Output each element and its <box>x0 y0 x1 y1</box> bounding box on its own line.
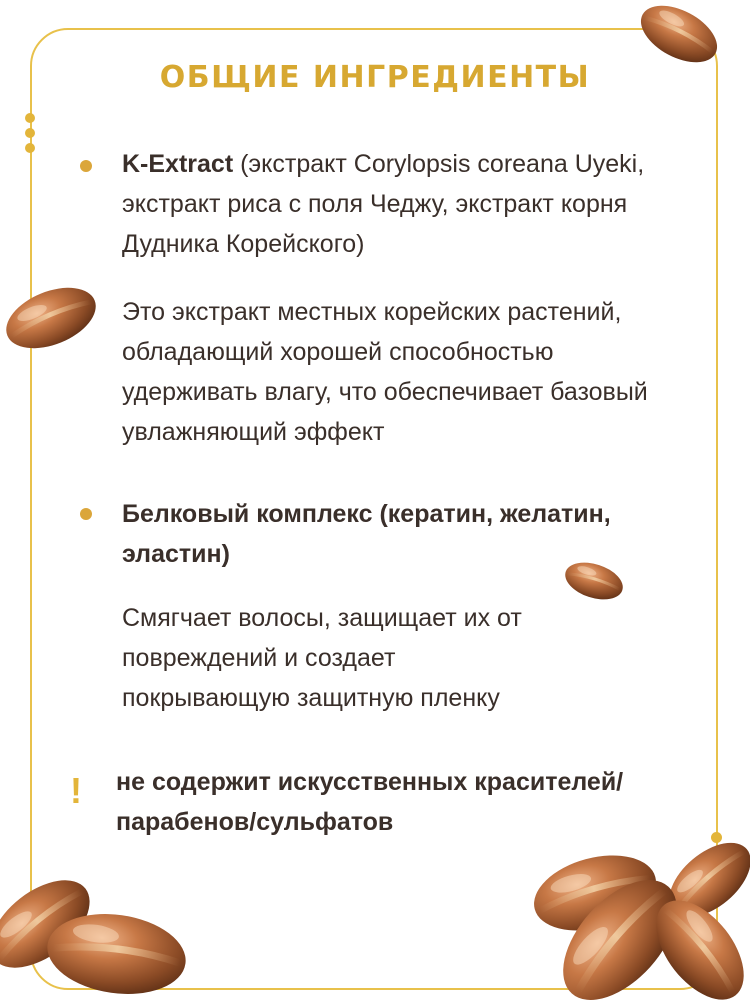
ingredient-1-name <box>122 144 702 264</box>
ingredient-1-description: Это экстракт местных корейских растений, обладающий хорошей способностью удерживать влагу, что обеспечивает базовый увлажняющий эффект <box>122 298 648 446</box>
ingredient-1-title: K-Extract <box>122 150 234 178</box>
bullet-icon <box>80 508 92 520</box>
side-dots-decoration <box>25 113 37 158</box>
bullet-icon <box>80 160 92 172</box>
argan-nut-icon <box>2 282 100 354</box>
argan-nut-icon <box>636 4 722 64</box>
ingredient-2-name: Белковый комплекс (кератин, желатин, эластин) <box>122 500 611 568</box>
ingredient-2-description: Смягчает волосы, защищает их от повреждений и создает покрывающую защитную пленку <box>122 604 522 712</box>
argan-nut-icon <box>44 910 189 998</box>
warning-icon: ! <box>70 770 82 811</box>
argan-nut-icon <box>640 900 750 1000</box>
warning-text: не содержит искусственных красителей/парабенов/сульфатов <box>116 768 624 836</box>
ingredient-1-detail: (экстракт Corylopsis coreana Uyeki, экстракт риса с поля Чеджу, экстракт корня Дудника Корейского) <box>122 150 645 258</box>
page-title: ОБЩИЕ ИНГРЕДИЕНТЫ <box>159 60 591 95</box>
